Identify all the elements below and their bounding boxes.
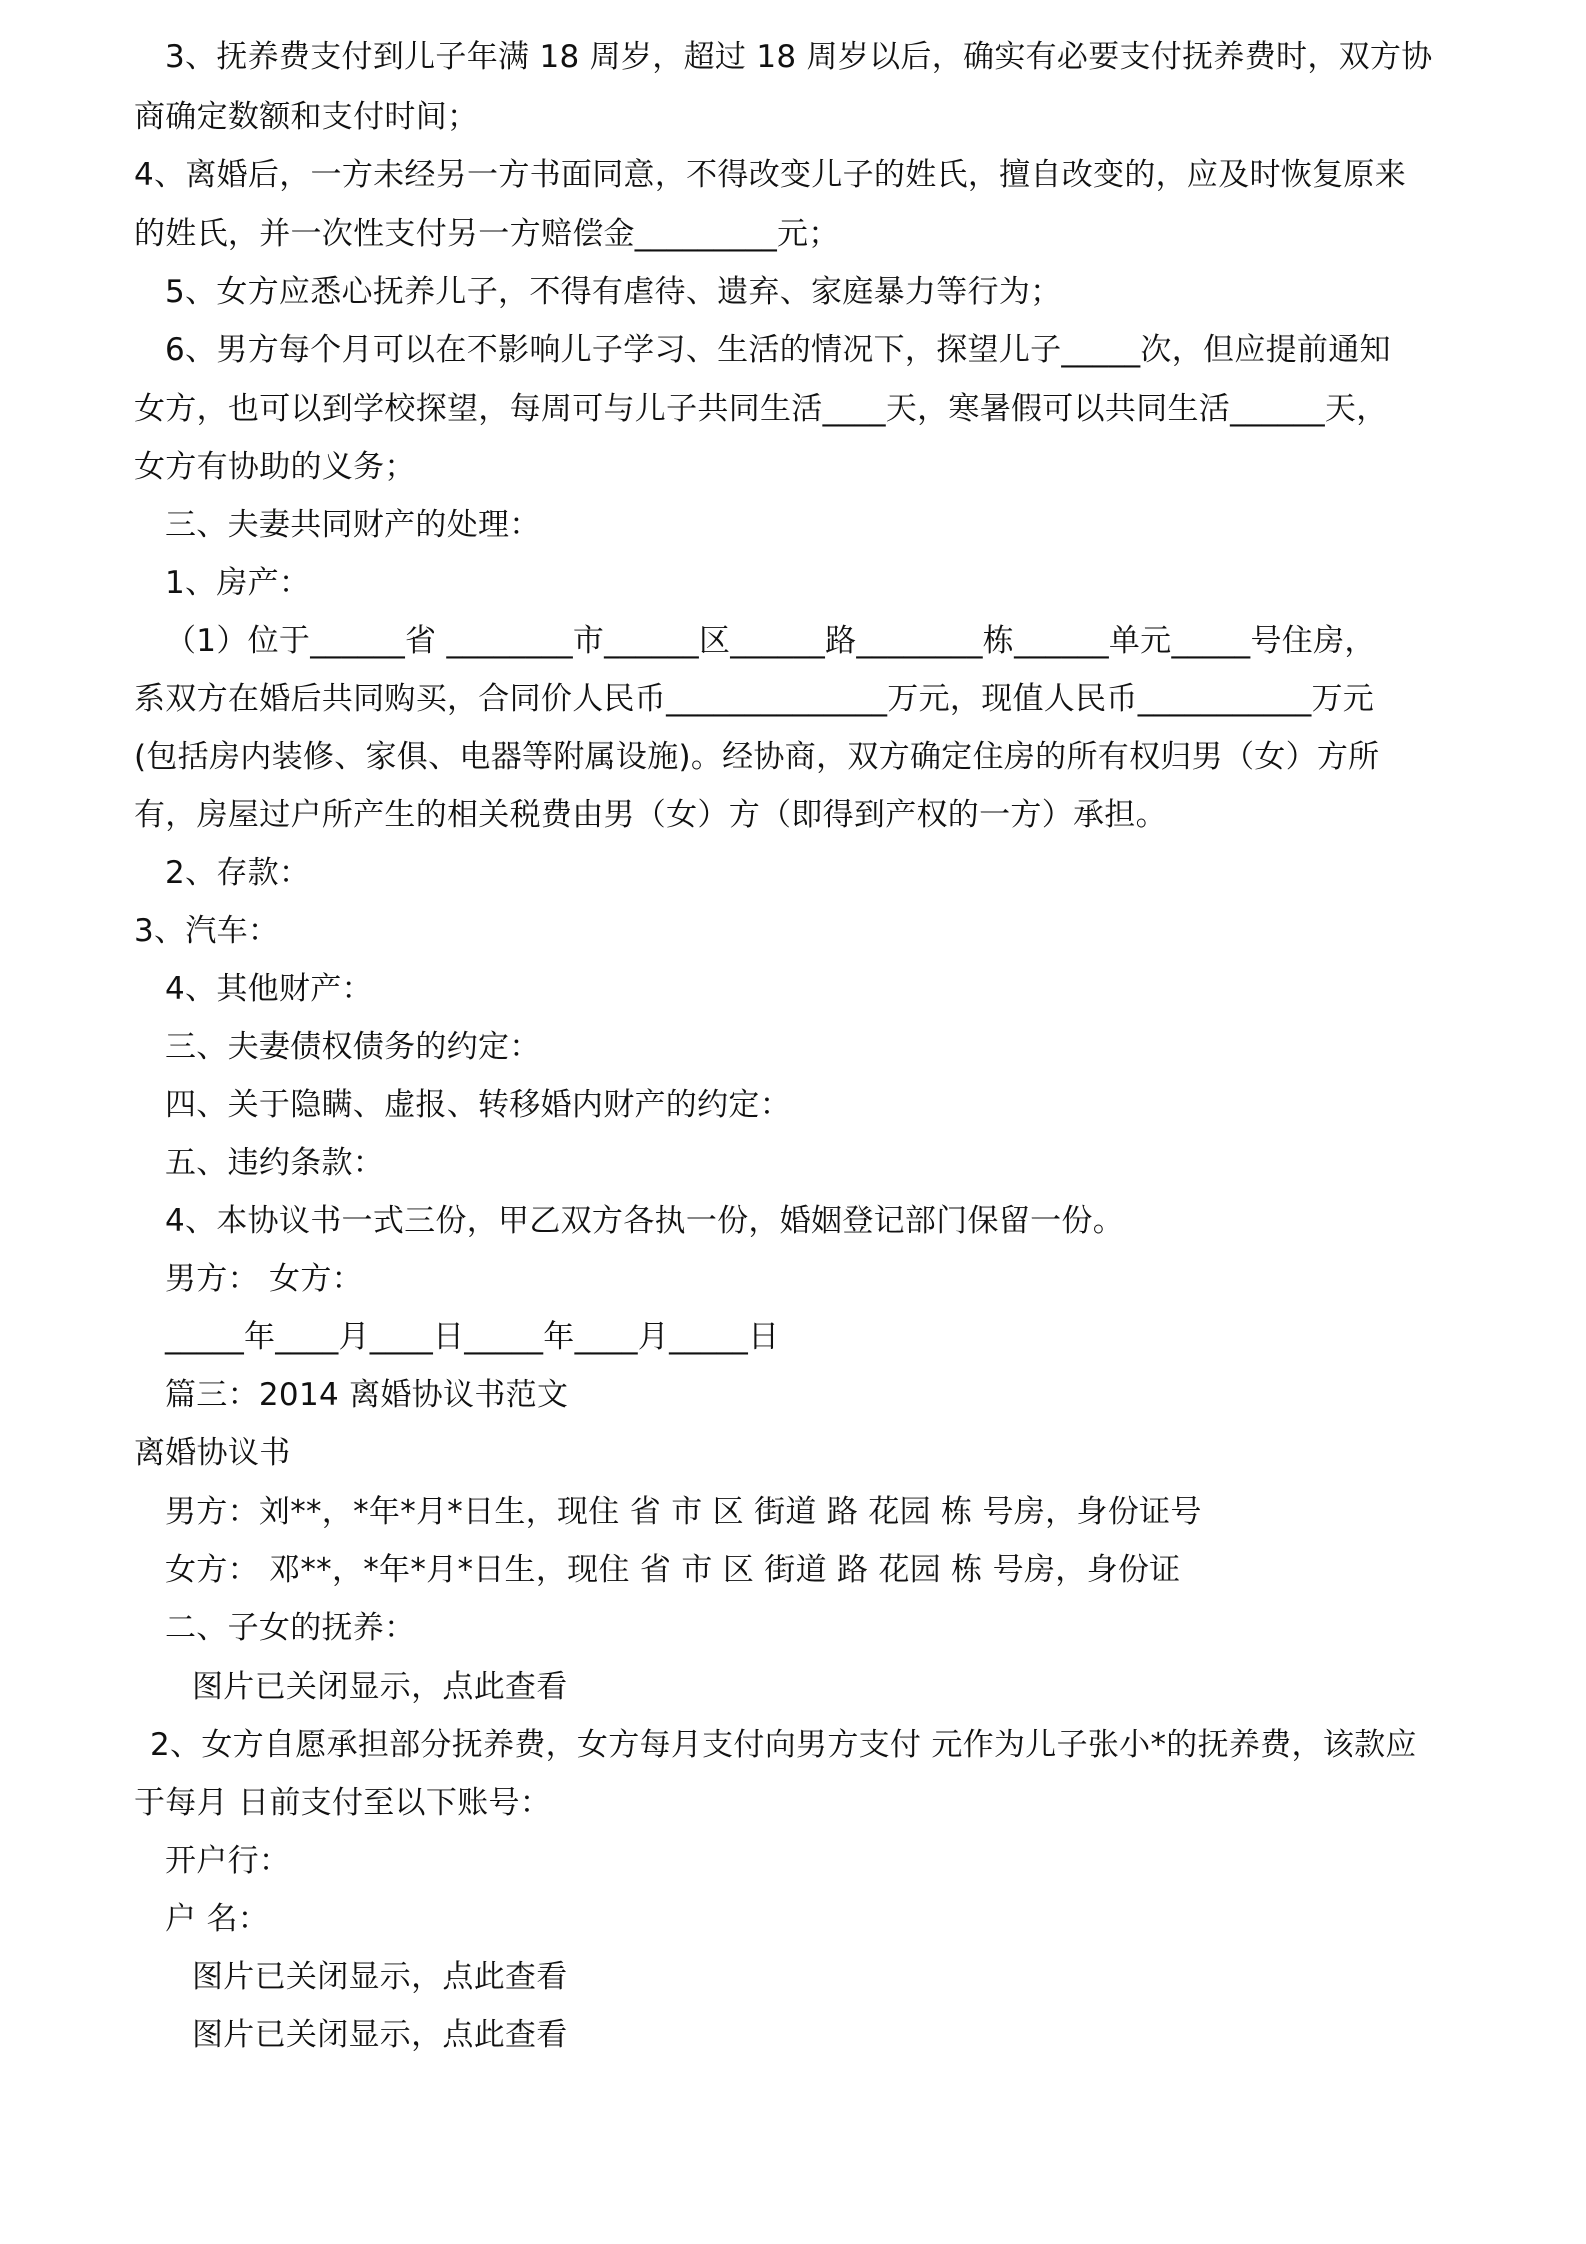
section-heading: 三、夫妻共同财产的处理：: [165, 507, 541, 543]
text-line: 5、女方应悉心抚养儿子，不得有虐待、遗弃、家庭暴力等行为；: [165, 274, 1062, 310]
section-heading: 四、关于隐瞒、虚报、转移婚内财产的约定：: [165, 1087, 791, 1123]
text-line: 户 名：: [165, 1901, 270, 1937]
text-line: 于每月 日前支付至以下账号：: [134, 1785, 552, 1821]
text-line: 有，房屋过户所产生的相关税费由男（女）方（即得到产权的一方）承担。: [134, 797, 1167, 833]
text-line: 的姓氏，并一次性支付另一方赔偿金_________元；: [134, 216, 840, 252]
section-heading: 三、夫妻债权债务的约定：: [165, 1029, 541, 1065]
text-line: 3、抚养费支付到儿子年满 18 周岁，超过 18 周岁以后，确实有必要支付抚养费时，双方协: [165, 39, 1433, 75]
text-line: 3、汽车：: [134, 913, 280, 949]
text-line: 4、本协议书一式三份，甲乙双方各执一份，婚姻登记部门保留一份。: [165, 1203, 1125, 1239]
text-line: 女方有协助的义务；: [134, 449, 416, 485]
text-line: 2、女方自愿承担部分抚养费，女方每月支付向男方支付 元作为儿子张小*的抚养费，该款应: [150, 1727, 1417, 1763]
image-hidden-link[interactable]: 图片已关闭显示，点此查看: [192, 1669, 568, 1705]
text-line: 商确定数额和支付时间；: [134, 99, 479, 135]
text-line: 6、男方每个月可以在不影响儿子学习、生活的情况下，探望儿子_____次，但应提前通知: [165, 332, 1391, 368]
text-line: 女方，也可以到学校探望，每周可与儿子共同生活____天，寒暑假可以共同生活______天，: [134, 391, 1388, 427]
image-hidden-link[interactable]: 图片已关闭显示，点此查看: [192, 1959, 568, 1995]
chapter-title: 篇三：2014 离婚协议书范文: [165, 1377, 569, 1413]
image-hidden-link[interactable]: 图片已关闭显示，点此查看: [192, 2017, 568, 2053]
text-line: 女方： 邓**，*年*月*日生，现住 省 市 区 街道 路 花园 栋 号房，身份证: [165, 1552, 1181, 1588]
text-line: （1）位于______省 ________市______区______路________栋______单元_____号住房，: [165, 623, 1376, 659]
text-line: 2、存款：: [165, 855, 311, 891]
date-line: _____年____月____日_____年____月_____日: [165, 1319, 780, 1355]
section-heading: 二、子女的抚养：: [165, 1610, 416, 1646]
text-line: 系双方在婚后共同购买，合同价人民币______________万元，现值人民币___________万元: [134, 681, 1375, 717]
signature-line: 男方： 女方：: [165, 1261, 363, 1297]
section-heading: 五、违约条款：: [165, 1145, 385, 1181]
text-line: (包括房内装修、家俱、电器等附属设施)。经协商，双方确定住房的所有权归男（女）方所: [134, 739, 1380, 775]
text-line: 开户行：: [165, 1843, 291, 1879]
text-line: 男方：刘**，*年*月*日生，现住 省 市 区 街道 路 花园 栋 号房，身份证号: [165, 1494, 1202, 1530]
text-line: 4、离婚后，一方未经另一方书面同意，不得改变儿子的姓氏，擅自改变的，应及时恢复原来: [134, 157, 1407, 193]
text-line: 4、其他财产：: [165, 971, 373, 1007]
text-line: 1、房产：: [165, 565, 311, 601]
document-title: 离婚协议书: [134, 1435, 291, 1471]
